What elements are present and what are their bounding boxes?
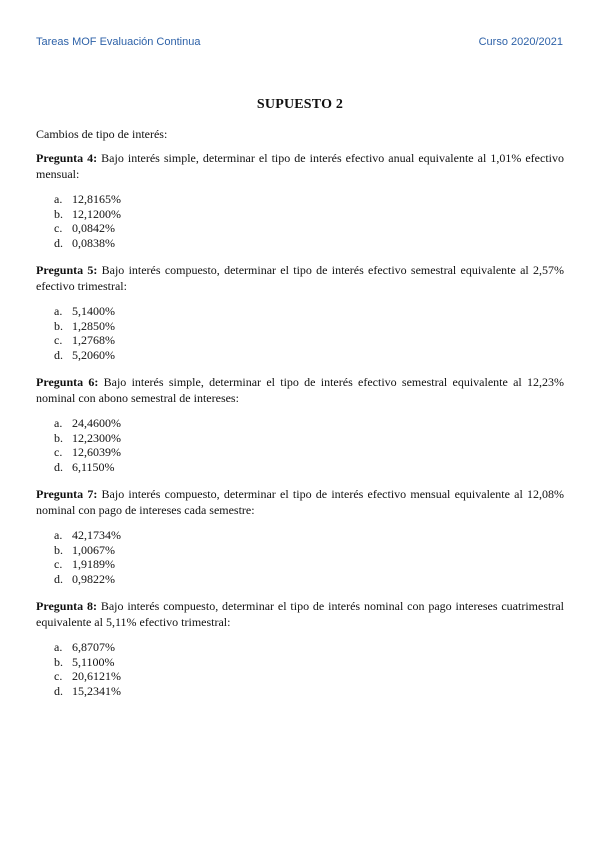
option-letter: c. [54, 557, 63, 571]
option-letter: a. [54, 304, 63, 318]
option-letter: d. [54, 347, 63, 362]
option-letter: b. [54, 542, 63, 557]
option-item [36, 543, 564, 558]
option-item [36, 348, 564, 363]
question-text [36, 598, 564, 630]
option-item [36, 655, 564, 670]
option-value: 5,1400% [72, 304, 115, 318]
page-title: SUPUESTO 2 [256, 97, 344, 112]
option-item [36, 669, 564, 684]
option-item [36, 416, 564, 431]
option-letter: d. [54, 683, 63, 698]
option-item [36, 445, 564, 460]
option-letter: b. [54, 206, 63, 221]
option-value: 12,6039% [72, 445, 121, 459]
option-list [36, 304, 564, 362]
option-value: 1,9189% [72, 557, 115, 571]
option-letter: d. [54, 459, 63, 474]
option-item [36, 221, 564, 236]
option-item [36, 640, 564, 655]
option-item [36, 557, 564, 572]
intro-text: Cambios de tipo de interés: [36, 127, 168, 141]
option-letter: c. [54, 221, 63, 235]
header-left-text: Tareas MOF Evaluación Continua [36, 36, 201, 48]
question-body: Bajo interés compuesto, determinar el tipo de interés efectivo semestral equivalente al 2,57% efectivo trimestral: [36, 263, 564, 293]
option-list [36, 192, 564, 250]
option-letter: a. [54, 416, 63, 430]
option-letter: a. [54, 640, 63, 654]
question-label: Pregunta 8: [36, 599, 97, 613]
option-list [36, 640, 564, 698]
question-text [36, 262, 564, 294]
option-value: 0,9822% [72, 571, 115, 586]
option-item [36, 684, 564, 699]
question-text [36, 150, 564, 182]
option-letter: d. [54, 235, 63, 250]
option-item [36, 207, 564, 222]
option-value: 6,1150% [72, 459, 115, 474]
option-item [36, 192, 564, 207]
option-value: 15,2341% [72, 683, 121, 698]
question-block [36, 374, 564, 474]
option-item [36, 304, 564, 319]
option-letter: c. [54, 333, 63, 347]
option-value: 0,0838% [72, 235, 115, 250]
question-label: Pregunta 7: [36, 487, 98, 501]
option-item [36, 333, 564, 348]
question-body: Bajo interés compuesto, determinar el tipo de interés nominal con pago intereses cuatrimestral equivalente al 5,11% efectivo trimestral: [36, 599, 564, 629]
questions-section [36, 150, 564, 710]
option-value: 6,8707% [72, 640, 115, 654]
option-letter: c. [54, 445, 63, 459]
question-block [36, 150, 564, 250]
option-value: 12,1200% [72, 206, 121, 221]
question-block [36, 598, 564, 698]
option-value: 20,6121% [72, 669, 121, 683]
option-item [36, 460, 564, 475]
option-item [36, 528, 564, 543]
option-letter: d. [54, 571, 63, 586]
option-item [36, 572, 564, 587]
header-right-text: Curso 2020/2021 [478, 36, 563, 48]
option-value: 42,1734% [72, 528, 121, 542]
question-label: Pregunta 4: [36, 151, 98, 165]
question-text [36, 374, 564, 406]
question-label: Pregunta 5: [36, 263, 98, 277]
question-label: Pregunta 6: [36, 375, 99, 389]
option-value: 1,2850% [72, 318, 115, 333]
option-letter: b. [54, 318, 63, 333]
option-letter: c. [54, 669, 63, 683]
question-body: Bajo interés simple, determinar el tipo de interés efectivo semestral equivalente al 12,23% nominal con abono semestral de intereses: [36, 375, 564, 405]
option-value: 5,2060% [72, 347, 115, 362]
option-item [36, 431, 564, 446]
option-letter: b. [54, 430, 63, 445]
option-list [36, 528, 564, 586]
option-value: 1,0067% [72, 542, 115, 557]
option-value: 12,2300% [72, 430, 121, 445]
option-value: 12,8165% [72, 192, 121, 206]
option-value: 0,0842% [72, 221, 115, 235]
option-letter: a. [54, 528, 63, 542]
option-letter: b. [54, 654, 63, 669]
question-body: Bajo interés compuesto, determinar el tipo de interés efectivo mensual equivalente al 12,08% nominal con pago de intereses cada semestre: [36, 487, 564, 517]
question-block [36, 262, 564, 362]
option-value: 24,4600% [72, 416, 121, 430]
question-text [36, 486, 564, 518]
question-body: Bajo interés simple, determinar el tipo de interés efectivo anual equivalente al 1,01% efectivo mensual: [36, 151, 565, 181]
option-item [36, 236, 564, 251]
option-value: 1,2768% [72, 333, 115, 347]
option-list [36, 416, 564, 474]
option-item [36, 319, 564, 334]
option-value: 5,1100% [72, 654, 115, 669]
question-block [36, 486, 564, 586]
option-letter: a. [54, 192, 63, 206]
